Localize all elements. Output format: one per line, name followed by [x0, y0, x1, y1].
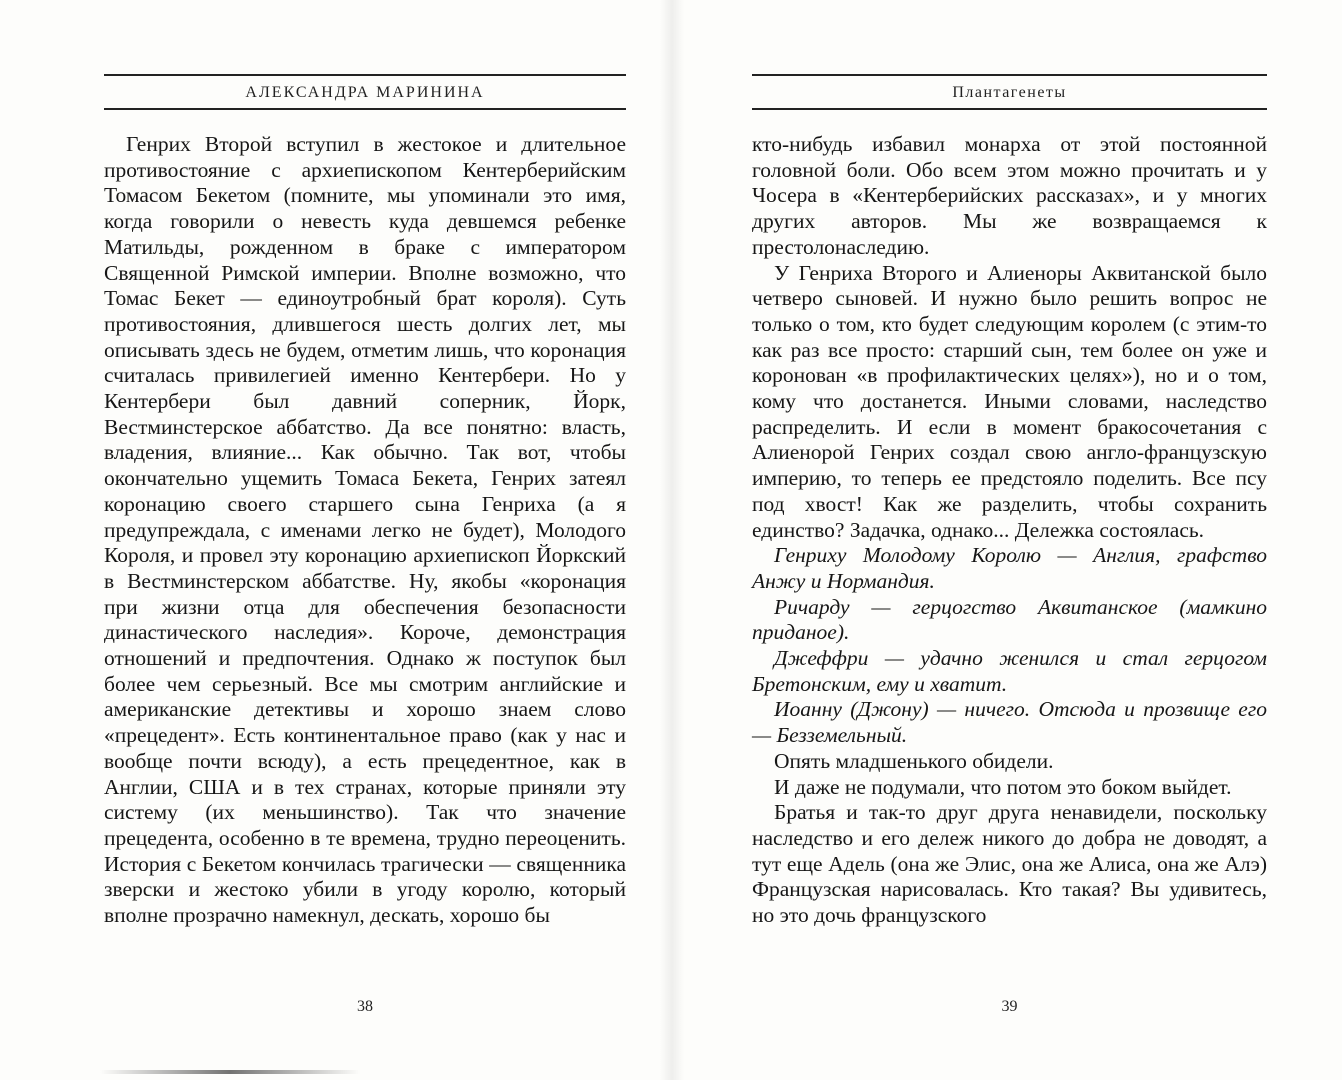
inheritance-item: Генриху Молодому Королю — Англия, графство Анжу и Нормандия.	[752, 543, 1267, 593]
page-number: 39	[1001, 998, 1018, 1015]
page-number: 38	[357, 998, 373, 1015]
inheritance-item: Джеффри — удачно женился и стал герцогом Бретонским, ему и хватит.	[752, 646, 1267, 696]
paragraph: Братья и так-то друг друга ненавидели, поскольку наследство и его дележ никого до добра не доводят, а тут еще Адель (она же Элис, она же Алиса, она же Алэ) Французская нарисовалась. Кто такая? Вы удивитесь, но это дочь французского	[752, 800, 1267, 928]
header-rule-top	[104, 74, 626, 76]
page-edge-shadow	[100, 1070, 360, 1074]
inheritance-item: Иоанну (Джону) — ничего. Отсюда и прозвище его — Безземельный.	[752, 697, 1267, 748]
paragraph: У Генриха Второго и Алиеноры Аквитанской было четверо сыновей. И нужно было решить вопрос не только о том, кто будет следующим королем (с этим-то как раз все просто: старший сын, тем более он уже и коронован «в профилактических целях»), но и о том, кому что достанется. Иными словами, наследство распределить. И если в момент бракосочетания с Алиенорой Генрих создал свою англо-французскую империю, то теперь ее предстояло поделить. Все псу под хвост! Как же разделить, чтобы сохранить единство? Задачка, однако... Дележка состоялась.	[752, 260, 1267, 542]
paragraph: кто-нибудь избавил монарха от этой постоянной головной боли. Обо всем этом можно прочитать и у Чосера в «Кентерберийских рассказах», и у многих других авторов. Мы же возвращаемся к престолонаследию.	[752, 132, 1267, 259]
running-head-author: АЛЕКСАНДРА МАРИНИНА	[245, 84, 485, 101]
header-rule-top	[752, 74, 1267, 76]
inheritance-item: Ричарду — герцогство Аквитанское (мамкино приданое).	[752, 594, 1267, 645]
header-rule-bottom	[104, 108, 626, 110]
right-page	[671, 0, 1342, 1080]
left-page-text	[104, 132, 626, 929]
paragraph: Генрих Второй вступил в жестокое и длительное противостояние с архиепископом Кентерберийским Томасом Бекетом (помните, мы упоминали это имя, когда говорили о невесть куда девшемся ребенке Матильды, рожденном в браке с императором Священной Римской империи. Вполне возможно, что Томас Бекет — единоутробный брат короля). Суть противостояния, длившегося шесть долгих лет, мы описывать здесь не будем, отметим лишь, что коронация считалась привилегией именно Кентербери. Но у Кентербери был давний соперник, Йорк, Вестминстерское аббатство. Да все понятно: власть, владения, влияние... Как обычно. Так вот, чтобы окончательно ущемить Томаса Бекета, Генрих затеял коронацию своего старшего сына Генриха (а я предупреждала, с именами легко не будет), Молодого Короля, и провел эту коронацию архиепископ Йоркский в Вестминстерском аббатстве. Ну, якобы «коронация при жизни отца для обеспечения безопасности династического наследия». Короче, демонстрация отношений и предпочтения. Однако ж поступок был более чем серьезный. Все мы смотрим английские и американские детективы и хорошо знаем слово «прецедент». Есть континентальное право (как у нас и вообще почти всюду), а есть прецедентное, как в Англии, США и в тех странах, которые приняли эту систему (их меньшинство). Так что значение прецедента, особенно в те времена, трудно переоценить. История с Бекетом кончилась трагически — священника зверски и жестоко убили в угоду королю, который вполне прозрачно намекнул, дескать, хорошо бы	[104, 132, 626, 928]
paragraph: Опять младшенького обидели.	[774, 748, 1054, 773]
right-page-text	[752, 132, 1267, 929]
paragraph: И даже не подумали, что потом это боком выйдет.	[774, 774, 1232, 799]
running-head-title: Плантагенеты	[952, 84, 1067, 101]
header-rule-bottom	[752, 108, 1267, 110]
